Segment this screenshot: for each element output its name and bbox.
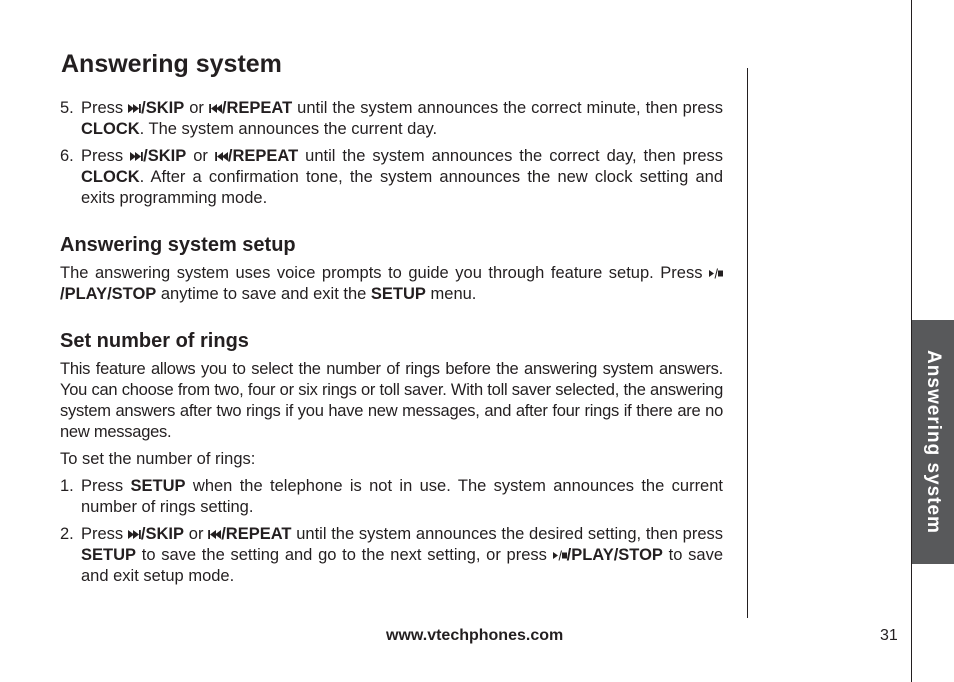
column-divider: [747, 68, 748, 618]
repeat-icon: [208, 529, 221, 540]
step-number: 6.: [60, 147, 74, 165]
step-number: 5.: [60, 99, 74, 117]
main-content: [60, 98, 723, 593]
repeat-icon: [215, 151, 228, 162]
page-number: 31: [880, 627, 898, 644]
step-5: 5. Press /SKIP or /REPEAT until the system announces the correct minute, then press CLOCK. The system announces the current day.: [60, 99, 724, 138]
repeat-icon: [209, 103, 222, 114]
rings-step-2: 2. Press /SKIP or /REPEAT until the system announces the desired setting, then press SETUP to save the setting and go to the next setting, or press /PLAY/STOP to save and exit setup mode.: [60, 525, 724, 585]
skip-icon: [130, 151, 143, 162]
step-number: 1.: [60, 477, 74, 495]
footer-url: www.vtechphones.com: [386, 627, 564, 644]
play-stop-icon: [709, 268, 723, 279]
play-stop-icon: [553, 550, 567, 561]
step-number: 2.: [60, 525, 74, 543]
rings-step-1: 1. Press SETUP when the telephone is not in use. The system announces the current number of rings setting.: [60, 477, 723, 516]
skip-icon: [128, 103, 141, 114]
section-heading-setup: Answering system setup: [60, 234, 296, 256]
side-tab: [912, 320, 954, 564]
section-heading-rings: Set number of rings: [60, 330, 249, 352]
setup-paragraph: The answering system uses voice prompts to guide you through feature setup. Press /PLAY/STOP anytime to save and exit the SETUP menu.: [60, 263, 723, 305]
page-title: Answering system: [61, 50, 282, 78]
step-6: 6. Press /SKIP or /REPEAT until the system announces the correct day, then press CLOCK. After a confirmation tone, the system announces the new clock setting and exits programming mode.: [60, 147, 723, 207]
skip-icon: [128, 529, 141, 540]
rings-intro-paragraph: This feature allows you to select the number of rings before the answering system answers. You can choose from two, four or six rings or toll saver. With toll saver selected, the answering system answers after two rings if you have new messages, and after four rings if there are no new messages.: [60, 360, 723, 441]
side-tab-label: Answering system: [923, 350, 944, 534]
rings-lead-paragraph: To set the number of rings:: [60, 450, 256, 468]
